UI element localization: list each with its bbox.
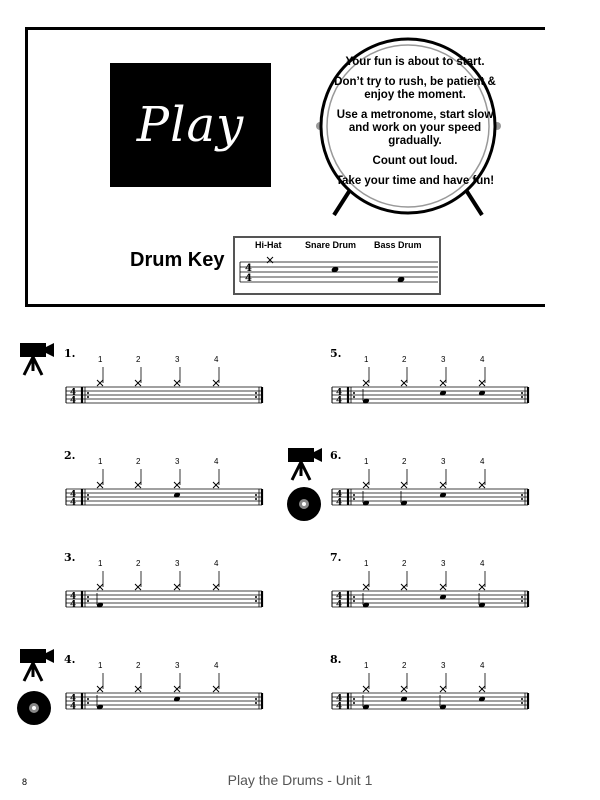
repeat-dot xyxy=(353,392,355,394)
repeat-dot xyxy=(521,396,523,398)
repeat-dot xyxy=(87,600,89,602)
drum-tips xyxy=(330,56,500,195)
time-sig-bottom: 4 xyxy=(70,498,77,508)
repeat-dot xyxy=(521,702,523,704)
time-sig-top: 4 xyxy=(70,388,77,398)
exercise-number: 8. xyxy=(330,653,342,666)
beat-number: 2 xyxy=(136,559,141,568)
exercise-number: 4. xyxy=(64,653,76,666)
beat-number: 4 xyxy=(214,355,219,364)
repeat-dot xyxy=(255,702,257,704)
time-sig-top: 4 xyxy=(70,694,77,704)
beat-number: 3 xyxy=(175,559,180,568)
time-sig-top: 4 xyxy=(70,490,77,500)
exercise-5 xyxy=(330,347,528,406)
repeat-dot xyxy=(87,498,89,500)
repeat-dot xyxy=(353,596,355,598)
repeat-dot xyxy=(521,600,523,602)
tip-4: Count out loud. xyxy=(372,155,458,167)
time-sig-top: 4 xyxy=(336,592,343,602)
repeat-dot xyxy=(353,396,355,398)
time-sig-bottom: 4 xyxy=(70,396,77,406)
time-sig-top: 4 xyxy=(70,592,77,602)
beat-number: 3 xyxy=(441,355,446,364)
repeat-dot xyxy=(521,596,523,598)
beat-number: 2 xyxy=(136,661,141,670)
beat-number: 3 xyxy=(175,355,180,364)
time-sig-bottom: 4 xyxy=(336,702,343,712)
repeat-dot xyxy=(255,494,257,496)
play-label: Play xyxy=(136,97,245,153)
time-sig-bottom: 4 xyxy=(70,702,77,712)
video-camera-icon[interactable] xyxy=(18,647,58,683)
beat-number: 4 xyxy=(480,355,485,364)
drum-key-staff xyxy=(236,252,440,292)
key-hihat-label: Hi-Hat xyxy=(255,240,282,250)
beat-number: 2 xyxy=(402,559,407,568)
drum-key-title: Drum Key xyxy=(130,249,225,271)
time-sig-top: 4 xyxy=(336,694,343,704)
beat-number: 2 xyxy=(402,457,407,466)
cd-disc-icon[interactable] xyxy=(16,690,52,726)
beat-number: 1 xyxy=(364,661,369,670)
exercise-7 xyxy=(330,551,528,610)
video-camera-icon[interactable] xyxy=(18,341,58,377)
exercise-number: 6. xyxy=(330,449,342,462)
exercise-3 xyxy=(64,551,262,610)
tip-5: Take your time and have fun! xyxy=(335,175,495,187)
time-sig-bottom: 4 xyxy=(70,600,77,610)
beat-number: 2 xyxy=(136,355,141,364)
repeat-dot xyxy=(255,396,257,398)
exercise-number: 3. xyxy=(64,551,76,564)
page-number: 8 xyxy=(22,777,28,787)
exercise-4 xyxy=(64,653,262,712)
beat-number: 1 xyxy=(364,457,369,466)
beat-number: 1 xyxy=(364,355,369,364)
beat-number: 4 xyxy=(214,661,219,670)
key-bass-label: Bass Drum xyxy=(374,240,422,250)
repeat-dot xyxy=(87,698,89,700)
exercise-number: 1. xyxy=(64,347,76,360)
beat-number: 2 xyxy=(136,457,141,466)
tip-3: Use a metronome, start slow and work on your speed gradually. xyxy=(336,109,494,147)
beat-number: 1 xyxy=(98,559,103,568)
beat-number: 3 xyxy=(175,661,180,670)
beat-number: 4 xyxy=(480,457,485,466)
footer-title: Play the Drums - Unit 1 xyxy=(227,772,373,788)
beat-number: 4 xyxy=(214,457,219,466)
beat-number: 3 xyxy=(441,457,446,466)
repeat-dot xyxy=(353,702,355,704)
beat-number: 1 xyxy=(98,457,103,466)
repeat-dot xyxy=(87,702,89,704)
time-sig-bottom: 4 xyxy=(336,498,343,508)
beat-number: 3 xyxy=(441,559,446,568)
repeat-dot xyxy=(521,498,523,500)
repeat-dot xyxy=(521,698,523,700)
beat-number: 2 xyxy=(402,661,407,670)
beat-number: 3 xyxy=(441,661,446,670)
beat-number: 4 xyxy=(480,661,485,670)
repeat-dot xyxy=(87,494,89,496)
svg-text:4: 4 xyxy=(245,273,252,284)
repeat-dot xyxy=(353,498,355,500)
repeat-dot xyxy=(521,494,523,496)
exercise-number: 2. xyxy=(64,449,76,462)
time-sig-top: 4 xyxy=(336,490,343,500)
beat-number: 3 xyxy=(175,457,180,466)
exercise-8 xyxy=(330,653,528,712)
repeat-dot xyxy=(87,596,89,598)
repeat-dot xyxy=(255,596,257,598)
svg-text:4: 4 xyxy=(245,263,252,274)
repeat-dot xyxy=(87,392,89,394)
repeat-dot xyxy=(353,600,355,602)
exercise-2 xyxy=(64,449,262,508)
exercise-1 xyxy=(64,347,262,406)
cd-disc-icon[interactable] xyxy=(286,486,322,522)
beat-number: 1 xyxy=(364,559,369,568)
time-sig-top: 4 xyxy=(336,388,343,398)
repeat-dot xyxy=(353,494,355,496)
repeat-dot xyxy=(255,600,257,602)
repeat-dot xyxy=(255,392,257,394)
exercise-number: 5. xyxy=(330,347,342,360)
exercise-6 xyxy=(330,449,528,508)
repeat-dot xyxy=(521,392,523,394)
time-sig-bottom: 4 xyxy=(336,396,343,406)
beat-number: 4 xyxy=(480,559,485,568)
beat-number: 1 xyxy=(98,355,103,364)
repeat-dot xyxy=(255,498,257,500)
beat-number: 4 xyxy=(214,559,219,568)
tip-2: Don’t try to rush, be patient & enjoy the moment. xyxy=(334,76,496,101)
repeat-dot xyxy=(87,396,89,398)
beat-number: 1 xyxy=(98,661,103,670)
exercise-number: 7. xyxy=(330,551,342,564)
time-sig-bottom: 4 xyxy=(336,600,343,610)
beat-number: 2 xyxy=(402,355,407,364)
key-snare-label: Snare Drum xyxy=(305,240,357,250)
repeat-dot xyxy=(353,698,355,700)
repeat-dot xyxy=(255,698,257,700)
tip-1: Your fun is about to start. xyxy=(345,56,485,68)
exercises-area xyxy=(0,330,600,730)
video-camera-icon[interactable] xyxy=(286,446,326,482)
